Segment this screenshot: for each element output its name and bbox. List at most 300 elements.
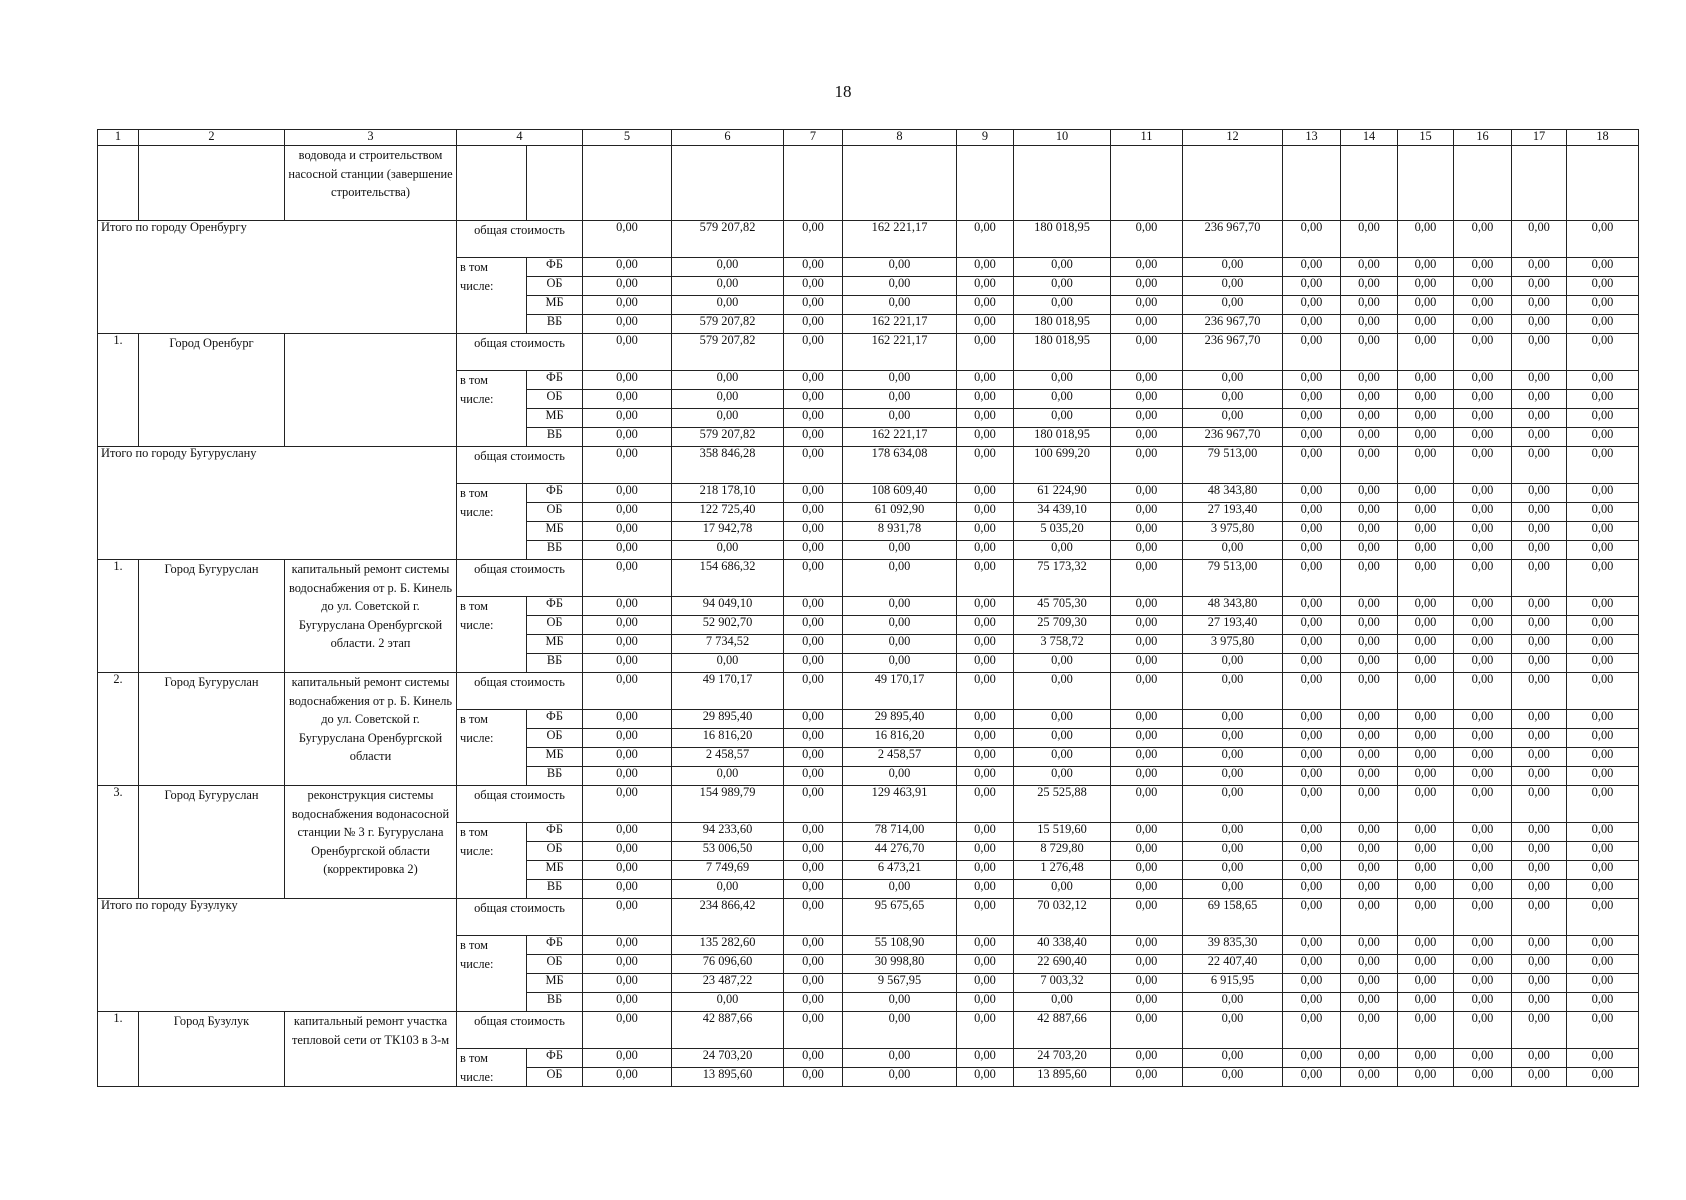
value-cell: 0,00 [1398,936,1454,955]
value-cell: 0,00 [1111,484,1183,503]
value-cell: 0,00 [1111,503,1183,522]
value-cell: 129 463,91 [843,786,957,823]
value-cell: 0,00 [1183,786,1283,823]
value-cell: 0,00 [583,296,672,315]
value-cell: 0,00 [583,955,672,974]
value-cell: 0,00 [1567,1012,1639,1049]
value-cell: 0,00 [1283,861,1341,880]
value-cell: 0,00 [1111,616,1183,635]
value-cell: 0,00 [583,258,672,277]
column-number: 10 [1014,130,1111,146]
value-cell: 0,00 [583,371,672,390]
value-cell: 0,00 [1512,334,1567,371]
value-cell: 0,00 [843,409,957,428]
group-title: Итого по городу Бузулуку [98,899,457,1012]
value-cell: 180 018,95 [1014,221,1111,258]
value-cell: 0,00 [1111,654,1183,673]
value-cell: 0,00 [1512,484,1567,503]
value-cell: 358 846,28 [672,447,784,484]
value-cell: 0,00 [1283,597,1341,616]
cell-empty [98,146,139,221]
value-cell: 0,00 [1341,315,1398,334]
value-cell: 76 096,60 [672,955,784,974]
value-cell: 0,00 [1398,842,1454,861]
value-cell: 0,00 [583,673,672,710]
value-cell: 7 749,69 [672,861,784,880]
value-cell: 42 887,66 [672,1012,784,1049]
value-cell: 0,00 [957,616,1014,635]
value-cell: 0,00 [1111,522,1183,541]
source-label: ФБ [527,710,583,729]
value-cell: 0,00 [1111,221,1183,258]
value-cell: 0,00 [1567,673,1639,710]
value-cell: 0,00 [1398,390,1454,409]
value-cell: 0,00 [583,522,672,541]
including-label: в том числе: [457,1049,527,1087]
cell-empty [457,146,527,221]
value-cell: 0,00 [1283,955,1341,974]
item-description: капитальный ремонт участка тепловой сети от ТК103 в 3-м [285,1012,457,1087]
value-cell: 0,00 [1454,296,1512,315]
value-cell: 0,00 [1398,616,1454,635]
value-cell: 0,00 [1398,767,1454,786]
value-cell: 0,00 [1454,597,1512,616]
value-cell: 0,00 [957,729,1014,748]
value-cell: 0,00 [1512,1068,1567,1087]
value-cell: 0,00 [1567,1068,1639,1087]
value-cell: 162 221,17 [843,315,957,334]
value-cell: 154 686,32 [672,560,784,597]
value-cell: 0,00 [1341,277,1398,296]
value-cell: 7 734,52 [672,635,784,654]
value-cell: 0,00 [583,597,672,616]
value-cell: 0,00 [1183,1068,1283,1087]
value-cell: 0,00 [1341,936,1398,955]
value-cell: 13 895,60 [672,1068,784,1087]
value-cell: 0,00 [1454,541,1512,560]
value-cell: 0,00 [1512,315,1567,334]
value-cell: 0,00 [843,597,957,616]
item-number: 1. [98,334,139,447]
value-cell: 0,00 [1512,899,1567,936]
value-cell: 0,00 [1341,541,1398,560]
total-cost-label: общая стоимость [457,1012,583,1049]
value-cell: 94 233,60 [672,823,784,842]
value-cell: 0,00 [1512,654,1567,673]
value-cell: 0,00 [1283,842,1341,861]
value-cell: 0,00 [1111,447,1183,484]
including-label: в том числе: [457,597,527,673]
value-cell: 0,00 [583,1068,672,1087]
value-cell: 0,00 [1014,880,1111,899]
value-cell: 7 003,32 [1014,974,1111,993]
value-cell: 0,00 [583,786,672,823]
value-cell: 15 519,60 [1014,823,1111,842]
value-cell: 0,00 [1283,786,1341,823]
value-cell: 236 967,70 [1183,315,1283,334]
value-cell: 0,00 [1014,710,1111,729]
value-cell: 0,00 [1567,729,1639,748]
source-label: ФБ [527,1049,583,1068]
value-cell: 0,00 [784,654,843,673]
column-number: 18 [1567,130,1639,146]
value-cell: 16 816,20 [672,729,784,748]
value-cell: 0,00 [1398,1012,1454,1049]
value-cell: 0,00 [1341,390,1398,409]
value-cell: 75 173,32 [1014,560,1111,597]
value-cell: 0,00 [957,767,1014,786]
value-cell: 0,00 [957,597,1014,616]
value-cell: 0,00 [957,654,1014,673]
value-cell: 0,00 [1567,616,1639,635]
value-cell: 0,00 [957,258,1014,277]
source-label: ВБ [527,880,583,899]
value-cell: 0,00 [1111,710,1183,729]
value-cell: 0,00 [957,315,1014,334]
value-cell: 0,00 [843,390,957,409]
value-cell: 0,00 [1014,541,1111,560]
value-cell: 49 170,17 [672,673,784,710]
value-cell: 0,00 [1567,748,1639,767]
value-cell: 180 018,95 [1014,334,1111,371]
source-label: МБ [527,748,583,767]
value-cell: 0,00 [1398,296,1454,315]
value-cell: 0,00 [1014,258,1111,277]
including-label: в том числе: [457,710,527,786]
value-cell: 0,00 [1398,541,1454,560]
continuation-row [98,146,1639,221]
total-cost-label: общая стоимость [457,786,583,823]
value-cell: 0,00 [1111,955,1183,974]
value-cell: 0,00 [1454,842,1512,861]
value-cell: 0,00 [1283,936,1341,955]
value-cell: 0,00 [583,503,672,522]
value-cell: 0,00 [1283,1068,1341,1087]
budget-table [97,129,1639,1087]
value-cell: 0,00 [1183,1049,1283,1068]
source-label: ОБ [527,729,583,748]
value-cell: 0,00 [1398,315,1454,334]
value-cell: 0,00 [1398,447,1454,484]
value-cell: 0,00 [1454,635,1512,654]
value-cell: 0,00 [1398,880,1454,899]
value-cell: 0,00 [1283,390,1341,409]
value-cell: 0,00 [843,560,957,597]
value-cell: 0,00 [583,729,672,748]
including-label: в том числе: [457,258,527,334]
value-cell: 0,00 [1398,1049,1454,1068]
value-cell: 0,00 [1398,786,1454,823]
value-cell: 0,00 [1567,899,1639,936]
value-cell: 22 407,40 [1183,955,1283,974]
value-cell: 0,00 [1454,1049,1512,1068]
value-cell: 236 967,70 [1183,221,1283,258]
group-total-row [98,221,1639,258]
value-cell: 0,00 [1341,221,1398,258]
value-cell: 0,00 [1283,899,1341,936]
value-cell: 0,00 [784,560,843,597]
cell-empty [957,146,1014,221]
value-cell: 0,00 [1183,258,1283,277]
value-cell: 5 035,20 [1014,522,1111,541]
cell-empty [527,146,583,221]
value-cell: 0,00 [1454,899,1512,936]
value-cell: 0,00 [583,1049,672,1068]
column-number: 17 [1512,130,1567,146]
value-cell: 61 092,90 [843,503,957,522]
value-cell: 0,00 [1111,258,1183,277]
value-cell: 0,00 [1454,861,1512,880]
value-cell: 135 282,60 [672,936,784,955]
value-cell: 0,00 [784,729,843,748]
group-total-row [98,1012,1639,1049]
cell-empty [583,146,672,221]
value-cell: 0,00 [1512,710,1567,729]
value-cell: 108 609,40 [843,484,957,503]
value-cell: 0,00 [1398,258,1454,277]
continuation-description: водовода и строительством насосной станции (завершение строительства) [285,146,457,221]
value-cell: 0,00 [1512,993,1567,1012]
value-cell: 0,00 [1512,955,1567,974]
value-cell: 0,00 [1283,277,1341,296]
value-cell: 0,00 [1454,503,1512,522]
value-cell: 0,00 [1341,993,1398,1012]
value-cell: 180 018,95 [1014,315,1111,334]
value-cell: 0,00 [957,710,1014,729]
value-cell: 0,00 [1398,277,1454,296]
value-cell: 0,00 [1341,447,1398,484]
source-label: ВБ [527,654,583,673]
item-description: реконструкция системы водоснабжения водонасосной станции № 3 г. Бугуруслана Оренбургской области (корректировка 2) [285,786,457,899]
cell-empty [1283,146,1341,221]
source-label: ФБ [527,597,583,616]
value-cell: 0,00 [784,673,843,710]
value-cell: 0,00 [784,899,843,936]
page-number: 18 [834,82,852,101]
value-cell: 0,00 [1283,221,1341,258]
value-cell: 0,00 [1398,729,1454,748]
cell-empty [672,146,784,221]
value-cell: 17 942,78 [672,522,784,541]
value-cell: 0,00 [1512,729,1567,748]
value-cell: 0,00 [583,842,672,861]
value-cell: 0,00 [957,447,1014,484]
value-cell: 0,00 [583,710,672,729]
group-title: Итого по городу Оренбургу [98,221,457,334]
value-cell: 0,00 [1567,503,1639,522]
value-cell: 0,00 [843,277,957,296]
value-cell: 122 725,40 [672,503,784,522]
value-cell: 0,00 [1183,541,1283,560]
value-cell: 0,00 [1341,484,1398,503]
value-cell: 0,00 [1111,1012,1183,1049]
value-cell: 0,00 [1454,654,1512,673]
value-cell: 0,00 [583,221,672,258]
column-number-row [98,130,1639,146]
value-cell: 0,00 [957,522,1014,541]
value-cell: 0,00 [1341,258,1398,277]
value-cell: 0,00 [1567,955,1639,974]
item-city: Город Оренбург [139,334,285,447]
value-cell: 0,00 [1512,522,1567,541]
total-cost-label: общая стоимость [457,447,583,484]
item-city: Город Бугуруслан [139,673,285,786]
value-cell: 0,00 [672,541,784,560]
group-total-row [98,334,1639,371]
value-cell: 0,00 [672,371,784,390]
value-cell: 0,00 [583,1012,672,1049]
group-total-row [98,560,1639,597]
value-cell: 162 221,17 [843,428,957,447]
source-label: ОБ [527,1068,583,1087]
value-cell: 0,00 [1512,1049,1567,1068]
value-cell: 0,00 [672,654,784,673]
value-cell: 0,00 [1454,786,1512,823]
value-cell: 0,00 [957,786,1014,823]
value-cell: 0,00 [672,296,784,315]
value-cell: 0,00 [957,936,1014,955]
value-cell: 0,00 [1398,748,1454,767]
value-cell: 78 714,00 [843,823,957,842]
value-cell: 0,00 [1341,522,1398,541]
value-cell: 0,00 [583,654,672,673]
value-cell: 0,00 [1341,842,1398,861]
item-number: 3. [98,786,139,899]
value-cell: 0,00 [1014,993,1111,1012]
column-number: 7 [784,130,843,146]
value-cell: 0,00 [1512,390,1567,409]
value-cell: 24 703,20 [1014,1049,1111,1068]
value-cell: 0,00 [1111,729,1183,748]
value-cell: 0,00 [1111,334,1183,371]
value-cell: 0,00 [784,993,843,1012]
value-cell: 0,00 [784,880,843,899]
value-cell: 22 690,40 [1014,955,1111,974]
column-number: 6 [672,130,784,146]
value-cell: 0,00 [1398,861,1454,880]
value-cell: 162 221,17 [843,334,957,371]
cell-empty [1512,146,1567,221]
value-cell: 0,00 [1283,673,1341,710]
value-cell: 0,00 [672,258,784,277]
value-cell: 0,00 [784,823,843,842]
source-label: ОБ [527,616,583,635]
value-cell: 0,00 [1398,673,1454,710]
value-cell: 0,00 [957,428,1014,447]
value-cell: 0,00 [1454,955,1512,974]
cell-empty [139,146,285,221]
value-cell: 0,00 [1454,748,1512,767]
value-cell: 3 758,72 [1014,635,1111,654]
value-cell: 0,00 [1512,296,1567,315]
value-cell: 0,00 [1283,748,1341,767]
value-cell: 0,00 [1183,409,1283,428]
cell-empty [1183,146,1283,221]
value-cell: 0,00 [1398,899,1454,936]
value-cell: 0,00 [957,503,1014,522]
value-cell: 0,00 [1398,1068,1454,1087]
value-cell: 0,00 [1341,616,1398,635]
value-cell: 0,00 [1567,842,1639,861]
value-cell: 0,00 [1341,729,1398,748]
value-cell: 0,00 [1283,767,1341,786]
value-cell: 579 207,82 [672,334,784,371]
value-cell: 0,00 [784,955,843,974]
value-cell: 0,00 [1283,729,1341,748]
value-cell: 0,00 [1512,221,1567,258]
value-cell: 0,00 [1283,484,1341,503]
value-cell: 0,00 [1014,296,1111,315]
value-cell: 236 967,70 [1183,428,1283,447]
value-cell: 0,00 [583,974,672,993]
value-cell: 0,00 [784,710,843,729]
value-cell: 0,00 [957,823,1014,842]
value-cell: 95 675,65 [843,899,957,936]
value-cell: 39 835,30 [1183,936,1283,955]
value-cell: 0,00 [583,277,672,296]
value-cell: 0,00 [1567,334,1639,371]
value-cell: 0,00 [583,447,672,484]
value-cell: 0,00 [1283,880,1341,899]
value-cell: 0,00 [957,390,1014,409]
value-cell: 0,00 [1454,277,1512,296]
cell-empty [1014,146,1111,221]
value-cell: 0,00 [1183,673,1283,710]
value-cell: 0,00 [784,503,843,522]
value-cell: 0,00 [957,541,1014,560]
value-cell: 0,00 [1111,428,1183,447]
value-cell: 0,00 [1283,334,1341,371]
value-cell: 0,00 [1283,616,1341,635]
value-cell: 0,00 [1567,390,1639,409]
value-cell: 0,00 [1512,371,1567,390]
value-cell: 0,00 [1111,390,1183,409]
group-total-row [98,899,1639,936]
column-number: 13 [1283,130,1341,146]
value-cell: 0,00 [957,748,1014,767]
value-cell: 3 975,80 [1183,635,1283,654]
value-cell: 48 343,80 [1183,597,1283,616]
value-cell: 0,00 [1454,767,1512,786]
value-cell: 0,00 [583,541,672,560]
value-cell: 23 487,22 [672,974,784,993]
column-number: 14 [1341,130,1398,146]
value-cell: 0,00 [1283,541,1341,560]
value-cell: 0,00 [1512,616,1567,635]
total-cost-label: общая стоимость [457,221,583,258]
value-cell: 0,00 [843,1012,957,1049]
value-cell: 0,00 [1512,880,1567,899]
total-cost-label: общая стоимость [457,899,583,936]
value-cell: 234 866,42 [672,899,784,936]
value-cell: 0,00 [1341,767,1398,786]
value-cell: 180 018,95 [1014,428,1111,447]
value-cell: 0,00 [1183,748,1283,767]
value-cell: 0,00 [1283,993,1341,1012]
value-cell: 0,00 [784,221,843,258]
value-cell: 0,00 [957,296,1014,315]
value-cell: 0,00 [957,974,1014,993]
value-cell: 178 634,08 [843,447,957,484]
value-cell: 1 276,48 [1014,861,1111,880]
value-cell: 0,00 [1111,541,1183,560]
value-cell: 24 703,20 [672,1049,784,1068]
value-cell: 0,00 [784,428,843,447]
value-cell: 0,00 [1454,880,1512,899]
value-cell: 0,00 [784,767,843,786]
value-cell: 0,00 [1512,258,1567,277]
cell-empty [1398,146,1454,221]
